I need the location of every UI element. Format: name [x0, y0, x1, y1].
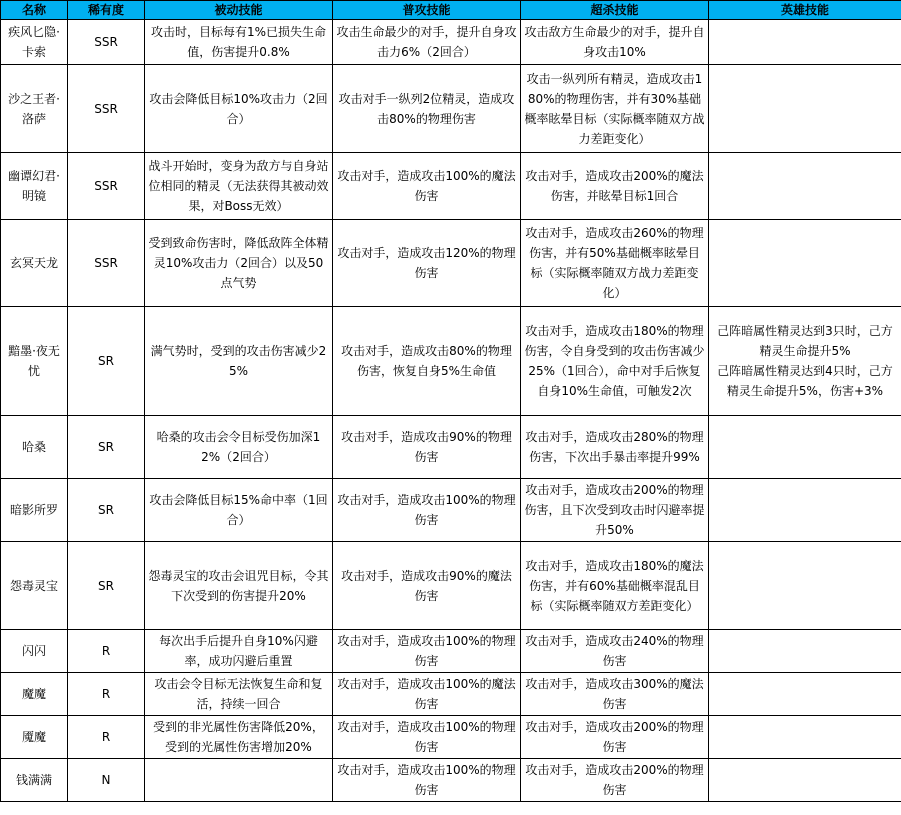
cell-normal: 攻击对手，造成攻击100%的物理伤害: [333, 479, 521, 542]
cell-passive: 受到的非光属性伤害降低20%，受到的光属性伤害增加20%: [145, 716, 333, 759]
cell-name: 幽谭幻君·明镜: [1, 153, 68, 220]
header-passive-skill: 被动技能: [145, 1, 333, 20]
cell-ultimate: 攻击对手，造成攻击200%的物理伤害: [521, 716, 709, 759]
cell-passive: 受到致命伤害时，降低敌阵全体精灵10%攻击力（2回合）以及50点气势: [145, 220, 333, 307]
cell-normal: 攻击对手，造成攻击100%的魔法伤害: [333, 153, 521, 220]
cell-name: 钱满满: [1, 759, 68, 802]
cell-normal: 攻击对手一纵列2位精灵，造成攻击80%的物理伤害: [333, 65, 521, 153]
table-row: [1, 630, 901, 673]
cell-ultimate: 攻击对手，造成攻击180%的魔法伤害，并有60%基础概率混乱目标（实际概率随双方差距变化）: [521, 542, 709, 630]
cell-ultimate: 攻击对手，造成攻击280%的物理伤害，下次出手暴击率提升99%: [521, 416, 709, 479]
cell-passive: 攻击会降低目标15%命中率（1回合）: [145, 479, 333, 542]
header-hero-skill: 英雄技能: [709, 1, 901, 20]
cell-name: 玄冥天龙: [1, 220, 68, 307]
cell-normal: 攻击对手，造成攻击120%的物理伤害: [333, 220, 521, 307]
header-ultimate-skill: 超杀技能: [521, 1, 709, 20]
table-row: [1, 542, 901, 630]
cell-hero: 己阵暗属性精灵达到3只时，己方精灵生命提升5% 己阵暗属性精灵达到4只时，己方精灵生命提升5%，伤害+3%: [709, 307, 901, 416]
table-row: [1, 716, 901, 759]
cell-passive: [145, 759, 333, 802]
cell-rarity: SR: [68, 416, 145, 479]
cell-ultimate: 攻击对手，造成攻击180%的物理伤害，令自身受到的攻击伤害减少25%（1回合），命中对手后恢复自身10%生命值，可触发2次: [521, 307, 709, 416]
cell-name: 闪闪: [1, 630, 68, 673]
cell-rarity: SSR: [68, 153, 145, 220]
cell-name: 疾风匕隐·卡索: [1, 20, 68, 65]
cell-name: 魇魔: [1, 716, 68, 759]
cell-rarity: SSR: [68, 20, 145, 65]
cell-name: 沙之王者·洛萨: [1, 65, 68, 153]
cell-rarity: SR: [68, 479, 145, 542]
cell-normal: 攻击对手，造成攻击100%的物理伤害: [333, 630, 521, 673]
cell-rarity: R: [68, 630, 145, 673]
cell-passive: 满气势时，受到的攻击伤害减少25%: [145, 307, 333, 416]
table-row: [1, 307, 901, 416]
cell-ultimate: 攻击对手，造成攻击300%的魔法伤害: [521, 673, 709, 716]
cell-ultimate: 攻击对手，造成攻击200%的物理伤害，且下次受到攻击时闪避率提升50%: [521, 479, 709, 542]
cell-rarity: R: [68, 716, 145, 759]
cell-hero: [709, 542, 901, 630]
header-rarity: 稀有度: [68, 1, 145, 20]
cell-passive: 战斗开始时，变身为敌方与自身站位相同的精灵（无法获得其被动效果，对Boss无效）: [145, 153, 333, 220]
cell-name: 魔魔: [1, 673, 68, 716]
cell-hero: [709, 220, 901, 307]
cell-hero: [709, 20, 901, 65]
cell-ultimate: 攻击对手，造成攻击200%的魔法伤害，并眩晕目标1回合: [521, 153, 709, 220]
cell-normal: 攻击对手，造成攻击100%的物理伤害: [333, 759, 521, 802]
cell-ultimate: 攻击对手，造成攻击260%的物理伤害，并有50%基础概率眩晕目标（实际概率随双方战力差距变化）: [521, 220, 709, 307]
table-header-row: [1, 1, 901, 20]
cell-rarity: SR: [68, 542, 145, 630]
cell-normal: 攻击对手，造成攻击90%的魔法伤害: [333, 542, 521, 630]
cell-ultimate: 攻击一纵列所有精灵，造成攻击180%的物理伤害，并有30%基础概率眩晕目标（实际概率随双方战力差距变化）: [521, 65, 709, 153]
cell-hero: [709, 416, 901, 479]
cell-hero: [709, 153, 901, 220]
cell-name: 暗影所罗: [1, 479, 68, 542]
cell-hero: [709, 65, 901, 153]
cell-hero: [709, 479, 901, 542]
table-row: [1, 479, 901, 542]
cell-passive: 攻击会降低目标10%攻击力（2回合）: [145, 65, 333, 153]
cell-normal: 攻击对手，造成攻击80%的物理伤害，恢复自身5%生命值: [333, 307, 521, 416]
cell-ultimate: 攻击敌方生命最少的对手，提升自身攻击10%: [521, 20, 709, 65]
table-row: [1, 416, 901, 479]
cell-hero: [709, 759, 901, 802]
cell-hero: [709, 673, 901, 716]
cell-hero: [709, 630, 901, 673]
cell-ultimate: 攻击对手，造成攻击200%的物理伤害: [521, 759, 709, 802]
cell-hero: [709, 716, 901, 759]
table-row: [1, 153, 901, 220]
cell-rarity: R: [68, 673, 145, 716]
header-normal-skill: 普攻技能: [333, 1, 521, 20]
cell-name: 黯墨·夜无忧: [1, 307, 68, 416]
table-row: [1, 20, 901, 65]
table-row: [1, 65, 901, 153]
cell-passive: 哈桑的攻击会令目标受伤加深12%（2回合）: [145, 416, 333, 479]
cell-name: 怨毒灵宝: [1, 542, 68, 630]
cell-rarity: N: [68, 759, 145, 802]
table-row: [1, 673, 901, 716]
table-row: [1, 759, 901, 802]
cell-passive: 攻击时，目标每有1%已损失生命值，伤害提升0.8%: [145, 20, 333, 65]
cell-rarity: SSR: [68, 65, 145, 153]
cell-normal: 攻击对手，造成攻击100%的魔法伤害: [333, 673, 521, 716]
cell-passive: 怨毒灵宝的攻击会诅咒目标，令其下次受到的伤害提升20%: [145, 542, 333, 630]
cell-rarity: SSR: [68, 220, 145, 307]
cell-normal: 攻击对手，造成攻击100%的物理伤害: [333, 716, 521, 759]
cell-ultimate: 攻击对手，造成攻击240%的物理伤害: [521, 630, 709, 673]
cell-name: 哈桑: [1, 416, 68, 479]
header-name: 名称: [1, 1, 68, 20]
cell-rarity: SR: [68, 307, 145, 416]
cell-normal: 攻击对手，造成攻击90%的物理伤害: [333, 416, 521, 479]
table-row: [1, 220, 901, 307]
cell-passive: 每次出手后提升自身10%闪避率，成功闪避后重置: [145, 630, 333, 673]
cell-normal: 攻击生命最少的对手，提升自身攻击力6%（2回合）: [333, 20, 521, 65]
cell-passive: 攻击会令目标无法恢复生命和复活，持续一回合: [145, 673, 333, 716]
